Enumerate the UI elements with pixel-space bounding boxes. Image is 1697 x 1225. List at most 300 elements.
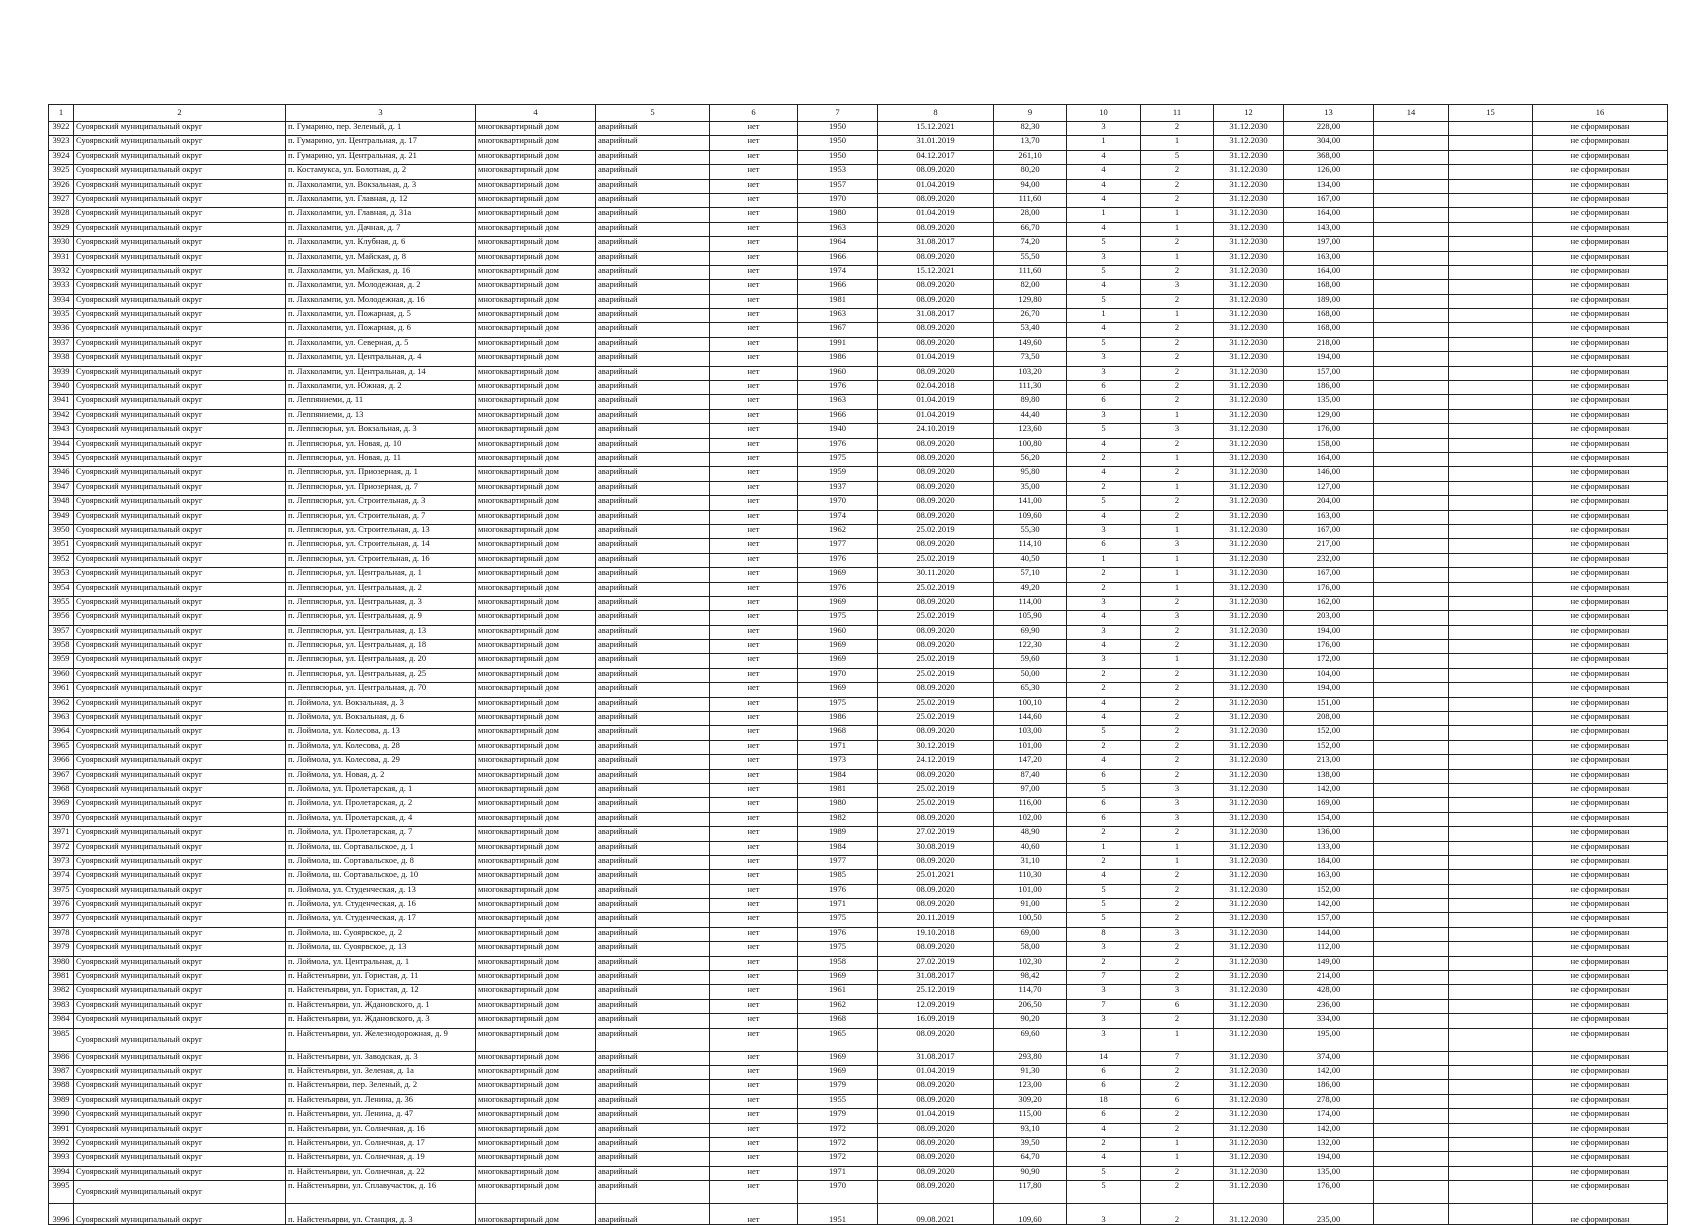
row-number-cell: 3935 — [49, 309, 74, 323]
condition-cell: аварийный — [596, 1109, 710, 1123]
status-cell: не сформирован — [1533, 798, 1668, 812]
deadline-cell: 31.12.2030 — [1214, 812, 1284, 826]
building-type-cell: многоквартирный дом — [476, 697, 596, 711]
count-cell: 1 — [1141, 208, 1214, 222]
deadline-cell: 31.12.2030 — [1214, 755, 1284, 769]
empty-cell — [1449, 985, 1533, 999]
row-number-cell: 3968 — [49, 783, 74, 797]
flag-cell: нет — [710, 510, 798, 524]
count-cell: 2 — [1141, 1166, 1214, 1180]
value-cell: 194,00 — [1284, 683, 1374, 697]
year-cell: 1957 — [798, 179, 878, 193]
deadline-cell: 31.12.2030 — [1214, 769, 1284, 783]
condition-cell: аварийный — [596, 438, 710, 452]
count-cell: 2 — [1141, 712, 1214, 726]
count-cell: 3 — [1067, 596, 1141, 610]
condition-cell: аварийный — [596, 697, 710, 711]
count-cell: 4 — [1067, 467, 1141, 481]
value-cell: 186,00 — [1284, 1080, 1374, 1094]
address-cell: п. Лахколампи, ул. Майская, д. 8 — [286, 251, 476, 265]
flag-cell: нет — [710, 366, 798, 380]
count-cell: 6 — [1067, 1080, 1141, 1094]
area-cell: 48,90 — [994, 827, 1067, 841]
empty-cell — [1374, 539, 1449, 553]
value-cell: 152,00 — [1284, 740, 1374, 754]
deadline-cell: 31.12.2030 — [1214, 452, 1284, 466]
recognition-date-cell: 25.02.2019 — [878, 611, 994, 625]
year-cell: 1976 — [798, 927, 878, 941]
value-cell: 144,00 — [1284, 927, 1374, 941]
deadline-cell: 31.12.2030 — [1214, 323, 1284, 337]
status-cell: не сформирован — [1533, 740, 1668, 754]
district-cell: Суоярвский муниципальный округ — [74, 769, 286, 783]
value-cell: 152,00 — [1284, 884, 1374, 898]
status-cell: не сформирован — [1533, 452, 1668, 466]
condition-cell: аварийный — [596, 136, 710, 150]
flag-cell: нет — [710, 294, 798, 308]
building-type-cell: многоквартирный дом — [476, 193, 596, 207]
building-type-cell: многоквартирный дом — [476, 1028, 596, 1051]
empty-cell — [1374, 913, 1449, 927]
address-cell: п. Лахколампи, ул. Главная, д. 12 — [286, 193, 476, 207]
district-cell: Суоярвский муниципальный округ — [74, 352, 286, 366]
building-type-cell: многоквартирный дом — [476, 956, 596, 970]
empty-cell — [1374, 582, 1449, 596]
condition-cell: аварийный — [596, 668, 710, 682]
count-cell: 2 — [1141, 381, 1214, 395]
row-number-cell: 3943 — [49, 424, 74, 438]
count-cell: 1 — [1141, 1137, 1214, 1151]
flag-cell: нет — [710, 654, 798, 668]
address-cell: п. Найстенъярви, ул. Ждановского, д. 1 — [286, 999, 476, 1013]
table-row — [49, 1051, 1668, 1065]
empty-cell — [1449, 999, 1533, 1013]
district-cell: Суоярвский муниципальный округ — [74, 827, 286, 841]
row-number-cell: 3995 — [49, 1181, 74, 1204]
count-cell: 6 — [1067, 539, 1141, 553]
status-cell: не сформирован — [1533, 985, 1668, 999]
flag-cell: нет — [710, 496, 798, 510]
condition-cell: аварийный — [596, 467, 710, 481]
building-type-cell: многоквартирный дом — [476, 668, 596, 682]
area-cell: 69,90 — [994, 625, 1067, 639]
empty-cell — [1374, 337, 1449, 351]
row-number-cell: 3961 — [49, 683, 74, 697]
building-type-cell: многоквартирный дом — [476, 740, 596, 754]
table-row — [49, 712, 1668, 726]
row-number-cell: 3957 — [49, 625, 74, 639]
empty-cell — [1449, 870, 1533, 884]
count-cell: 2 — [1141, 1204, 1214, 1225]
value-cell: 368,00 — [1284, 150, 1374, 164]
count-cell: 4 — [1067, 1123, 1141, 1137]
status-cell: не сформирован — [1533, 1109, 1668, 1123]
value-cell: 176,00 — [1284, 640, 1374, 654]
district-cell: Суоярвский муниципальный округ — [74, 841, 286, 855]
empty-cell — [1374, 280, 1449, 294]
count-cell: 3 — [1067, 122, 1141, 136]
count-cell: 4 — [1067, 280, 1141, 294]
building-type-cell: многоквартирный дом — [476, 1166, 596, 1180]
value-cell: 176,00 — [1284, 582, 1374, 596]
district-cell: Суоярвский муниципальный округ — [74, 222, 286, 236]
value-cell: 304,00 — [1284, 136, 1374, 150]
empty-cell — [1374, 265, 1449, 279]
count-cell: 3 — [1141, 927, 1214, 941]
address-cell: п. Найстенъярви, ул. Ждановского, д. 3 — [286, 1014, 476, 1028]
building-type-cell: многоквартирный дом — [476, 726, 596, 740]
recognition-date-cell: 31.08.2017 — [878, 237, 994, 251]
status-cell: не сформирован — [1533, 582, 1668, 596]
count-cell: 5 — [1067, 726, 1141, 740]
table-row — [49, 985, 1668, 999]
condition-cell: аварийный — [596, 596, 710, 610]
value-cell: 235,00 — [1284, 1204, 1374, 1225]
empty-cell — [1374, 251, 1449, 265]
district-cell: Суоярвский муниципальный округ — [74, 855, 286, 869]
empty-cell — [1449, 927, 1533, 941]
empty-cell — [1449, 1014, 1533, 1028]
count-cell: 2 — [1141, 122, 1214, 136]
area-cell: 101,00 — [994, 740, 1067, 754]
address-cell: п. Лахколампи, ул. Клубная, д. 6 — [286, 237, 476, 251]
empty-cell — [1449, 150, 1533, 164]
building-type-cell: многоквартирный дом — [476, 467, 596, 481]
table-row — [49, 179, 1668, 193]
table-row — [49, 798, 1668, 812]
district-cell: Суоярвский муниципальный округ — [74, 553, 286, 567]
area-cell: 95,80 — [994, 467, 1067, 481]
table-row — [49, 870, 1668, 884]
building-type-cell: многоквартирный дом — [476, 1109, 596, 1123]
count-cell: 4 — [1067, 222, 1141, 236]
table-row — [49, 640, 1668, 654]
recognition-date-cell: 15.12.2021 — [878, 122, 994, 136]
empty-cell — [1449, 467, 1533, 481]
empty-cell — [1374, 927, 1449, 941]
year-cell: 1982 — [798, 812, 878, 826]
table-row — [49, 927, 1668, 941]
count-cell: 4 — [1067, 193, 1141, 207]
value-cell: 142,00 — [1284, 899, 1374, 913]
count-cell: 5 — [1067, 424, 1141, 438]
condition-cell: аварийный — [596, 352, 710, 366]
status-cell: не сформирован — [1533, 294, 1668, 308]
empty-cell — [1374, 179, 1449, 193]
deadline-cell: 31.12.2030 — [1214, 1181, 1284, 1204]
row-number-cell: 3922 — [49, 122, 74, 136]
status-cell: не сформирован — [1533, 222, 1668, 236]
deadline-cell: 31.12.2030 — [1214, 539, 1284, 553]
status-cell: не сформирован — [1533, 1094, 1668, 1108]
empty-cell — [1374, 452, 1449, 466]
address-cell: п. Найстенъярви, ул. Заводская, д. 3 — [286, 1051, 476, 1065]
count-cell: 3 — [1141, 611, 1214, 625]
area-cell: 31,10 — [994, 855, 1067, 869]
value-cell: 143,00 — [1284, 222, 1374, 236]
table-row — [49, 783, 1668, 797]
row-number-cell: 3947 — [49, 481, 74, 495]
condition-cell: аварийный — [596, 899, 710, 913]
deadline-cell: 31.12.2030 — [1214, 582, 1284, 596]
row-number-cell: 3985 — [49, 1028, 74, 1051]
deadline-cell: 31.12.2030 — [1214, 985, 1284, 999]
flag-cell: нет — [710, 1051, 798, 1065]
area-cell: 100,10 — [994, 697, 1067, 711]
row-number-cell: 3977 — [49, 913, 74, 927]
empty-cell — [1374, 1204, 1449, 1225]
row-number-cell: 3933 — [49, 280, 74, 294]
flag-cell: нет — [710, 1014, 798, 1028]
count-cell: 2 — [1141, 956, 1214, 970]
empty-cell — [1449, 222, 1533, 236]
status-cell: не сформирован — [1533, 122, 1668, 136]
address-cell: п. Лахколампи, ул. Молодежная, д. 16 — [286, 294, 476, 308]
flag-cell: нет — [710, 136, 798, 150]
flag-cell: нет — [710, 251, 798, 265]
empty-cell — [1449, 1204, 1533, 1225]
row-number-cell: 3938 — [49, 352, 74, 366]
empty-cell — [1374, 971, 1449, 985]
deadline-cell: 31.12.2030 — [1214, 1051, 1284, 1065]
building-type-cell: многоквартирный дом — [476, 985, 596, 999]
district-cell: Суоярвский муниципальный округ — [74, 927, 286, 941]
status-cell: не сформирован — [1533, 1028, 1668, 1051]
value-cell: 232,00 — [1284, 553, 1374, 567]
recognition-date-cell: 08.09.2020 — [878, 193, 994, 207]
empty-cell — [1374, 438, 1449, 452]
area-cell: 293,80 — [994, 1051, 1067, 1065]
address-cell: п. Леппясюрья, ул. Приозерная, д. 7 — [286, 481, 476, 495]
empty-cell — [1449, 913, 1533, 927]
flag-cell: нет — [710, 1166, 798, 1180]
deadline-cell: 31.12.2030 — [1214, 740, 1284, 754]
status-cell: не сформирован — [1533, 927, 1668, 941]
district-cell: Суоярвский муниципальный округ — [74, 1166, 286, 1180]
count-cell: 1 — [1141, 222, 1214, 236]
empty-cell — [1374, 1109, 1449, 1123]
deadline-cell: 31.12.2030 — [1214, 855, 1284, 869]
status-cell: не сформирован — [1533, 366, 1668, 380]
recognition-date-cell: 02.04.2018 — [878, 381, 994, 395]
district-cell: Суоярвский муниципальный округ — [74, 496, 286, 510]
condition-cell: аварийный — [596, 841, 710, 855]
flag-cell: нет — [710, 985, 798, 999]
building-type-cell: многоквартирный дом — [476, 927, 596, 941]
district-cell: Суоярвский муниципальный округ — [74, 913, 286, 927]
count-cell: 6 — [1141, 999, 1214, 1013]
row-number-cell: 3981 — [49, 971, 74, 985]
count-cell: 1 — [1141, 524, 1214, 538]
value-cell: 157,00 — [1284, 913, 1374, 927]
recognition-date-cell: 08.09.2020 — [878, 539, 994, 553]
value-cell: 167,00 — [1284, 568, 1374, 582]
year-cell: 1969 — [798, 1051, 878, 1065]
area-cell: 90,90 — [994, 1166, 1067, 1180]
empty-cell — [1449, 438, 1533, 452]
value-cell: 163,00 — [1284, 510, 1374, 524]
recognition-date-cell: 08.09.2020 — [878, 855, 994, 869]
recognition-date-cell: 08.09.2020 — [878, 1181, 994, 1204]
condition-cell: аварийный — [596, 481, 710, 495]
empty-cell — [1449, 956, 1533, 970]
value-cell: 127,00 — [1284, 481, 1374, 495]
year-cell: 1962 — [798, 524, 878, 538]
empty-cell — [1449, 251, 1533, 265]
table-row — [49, 150, 1668, 164]
table-row — [49, 165, 1668, 179]
area-cell: 39,50 — [994, 1137, 1067, 1151]
value-cell: 169,00 — [1284, 798, 1374, 812]
deadline-cell: 31.12.2030 — [1214, 467, 1284, 481]
value-cell: 236,00 — [1284, 999, 1374, 1013]
count-cell: 3 — [1067, 251, 1141, 265]
row-number-cell: 3927 — [49, 193, 74, 207]
status-cell: не сформирован — [1533, 913, 1668, 927]
year-cell: 1968 — [798, 1014, 878, 1028]
row-number-cell: 3988 — [49, 1080, 74, 1094]
condition-cell: аварийный — [596, 726, 710, 740]
building-type-cell: многоквартирный дом — [476, 294, 596, 308]
district-cell: Суоярвский муниципальный округ — [74, 1094, 286, 1108]
flag-cell: нет — [710, 625, 798, 639]
condition-cell: аварийный — [596, 179, 710, 193]
year-cell: 1972 — [798, 1137, 878, 1151]
area-cell: 89,80 — [994, 395, 1067, 409]
flag-cell: нет — [710, 409, 798, 423]
condition-cell: аварийный — [596, 222, 710, 236]
count-cell: 5 — [1067, 913, 1141, 927]
year-cell: 1974 — [798, 265, 878, 279]
status-cell: не сформирован — [1533, 467, 1668, 481]
value-cell: 138,00 — [1284, 769, 1374, 783]
empty-cell — [1449, 1181, 1533, 1204]
empty-cell — [1449, 582, 1533, 596]
address-cell: п. Лоймола, ул. Центральная, д. 1 — [286, 956, 476, 970]
year-cell: 1980 — [798, 798, 878, 812]
count-cell: 1 — [1067, 208, 1141, 222]
count-cell: 1 — [1067, 841, 1141, 855]
year-cell: 1970 — [798, 1181, 878, 1204]
building-type-cell: многоквартирный дом — [476, 409, 596, 423]
table-row — [49, 827, 1668, 841]
deadline-cell: 31.12.2030 — [1214, 927, 1284, 941]
row-number-cell: 3987 — [49, 1066, 74, 1080]
address-cell: п. Лоймола, ул. Вокзальная, д. 6 — [286, 712, 476, 726]
empty-cell — [1374, 568, 1449, 582]
year-cell: 1975 — [798, 913, 878, 927]
row-number-cell: 3926 — [49, 179, 74, 193]
building-type-cell: многоквартирный дом — [476, 625, 596, 639]
row-number-cell: 3979 — [49, 942, 74, 956]
condition-cell: аварийный — [596, 237, 710, 251]
count-cell: 5 — [1067, 899, 1141, 913]
empty-cell — [1449, 337, 1533, 351]
building-type-cell: многоквартирный дом — [476, 510, 596, 524]
condition-cell: аварийный — [596, 524, 710, 538]
empty-cell — [1374, 812, 1449, 826]
count-cell: 6 — [1067, 798, 1141, 812]
condition-cell: аварийный — [596, 366, 710, 380]
year-cell: 1979 — [798, 1080, 878, 1094]
area-cell: 26,70 — [994, 309, 1067, 323]
recognition-date-cell: 08.09.2020 — [878, 812, 994, 826]
flag-cell: нет — [710, 193, 798, 207]
status-cell: не сформирован — [1533, 999, 1668, 1013]
address-cell: п. Леппясюрья, ул. Новая, д. 11 — [286, 452, 476, 466]
district-cell: Суоярвский муниципальный округ — [74, 812, 286, 826]
year-cell: 1969 — [798, 596, 878, 610]
table-row — [49, 812, 1668, 826]
deadline-cell: 31.12.2030 — [1214, 611, 1284, 625]
table-row — [49, 971, 1668, 985]
deadline-cell: 31.12.2030 — [1214, 783, 1284, 797]
row-number-cell: 3993 — [49, 1152, 74, 1166]
count-cell: 6 — [1141, 1094, 1214, 1108]
count-cell: 3 — [1067, 654, 1141, 668]
value-cell: 208,00 — [1284, 712, 1374, 726]
district-cell: Суоярвский муниципальный округ — [74, 668, 286, 682]
recognition-date-cell: 01.04.2019 — [878, 409, 994, 423]
count-cell: 2 — [1067, 481, 1141, 495]
status-cell: не сформирован — [1533, 1137, 1668, 1151]
year-cell: 1959 — [798, 467, 878, 481]
value-cell: 157,00 — [1284, 366, 1374, 380]
count-cell: 2 — [1141, 337, 1214, 351]
row-number-cell: 3976 — [49, 899, 74, 913]
flag-cell: нет — [710, 913, 798, 927]
building-type-cell: многоквартирный дом — [476, 553, 596, 567]
count-cell: 6 — [1067, 395, 1141, 409]
building-type-cell: многоквартирный дом — [476, 208, 596, 222]
condition-cell: аварийный — [596, 1066, 710, 1080]
value-cell: 142,00 — [1284, 783, 1374, 797]
address-cell: п. Найстенъярви, ул. Железнодорожная, д. 9 — [286, 1028, 476, 1051]
flag-cell: нет — [710, 467, 798, 481]
empty-cell — [1449, 424, 1533, 438]
address-cell: п. Найстенъярви, пер. Зеленый, д. 2 — [286, 1080, 476, 1094]
address-cell: п. Леппясюрья, ул. Новая, д. 10 — [286, 438, 476, 452]
building-type-cell: многоквартирный дом — [476, 366, 596, 380]
year-cell: 1955 — [798, 1094, 878, 1108]
district-cell: Суоярвский муниципальный округ — [74, 1014, 286, 1028]
deadline-cell: 31.12.2030 — [1214, 553, 1284, 567]
status-cell: не сформирован — [1533, 1204, 1668, 1225]
count-cell: 2 — [1141, 193, 1214, 207]
empty-cell — [1374, 798, 1449, 812]
condition-cell: аварийный — [596, 827, 710, 841]
recognition-date-cell: 30.12.2019 — [878, 740, 994, 754]
count-cell: 2 — [1141, 640, 1214, 654]
condition-cell: аварийный — [596, 582, 710, 596]
value-cell: 146,00 — [1284, 467, 1374, 481]
status-cell: не сформирован — [1533, 1123, 1668, 1137]
count-cell: 1 — [1141, 841, 1214, 855]
empty-cell — [1374, 712, 1449, 726]
count-cell: 5 — [1067, 265, 1141, 279]
table-row — [49, 496, 1668, 510]
count-cell: 4 — [1067, 870, 1141, 884]
deadline-cell: 31.12.2030 — [1214, 1204, 1284, 1225]
empty-cell — [1374, 740, 1449, 754]
condition-cell: аварийный — [596, 870, 710, 884]
recognition-date-cell: 08.09.2020 — [878, 1123, 994, 1137]
area-cell: 102,00 — [994, 812, 1067, 826]
column-header: 9 — [994, 105, 1067, 122]
count-cell: 3 — [1141, 539, 1214, 553]
year-cell: 1972 — [798, 1152, 878, 1166]
table-row — [49, 1123, 1668, 1137]
